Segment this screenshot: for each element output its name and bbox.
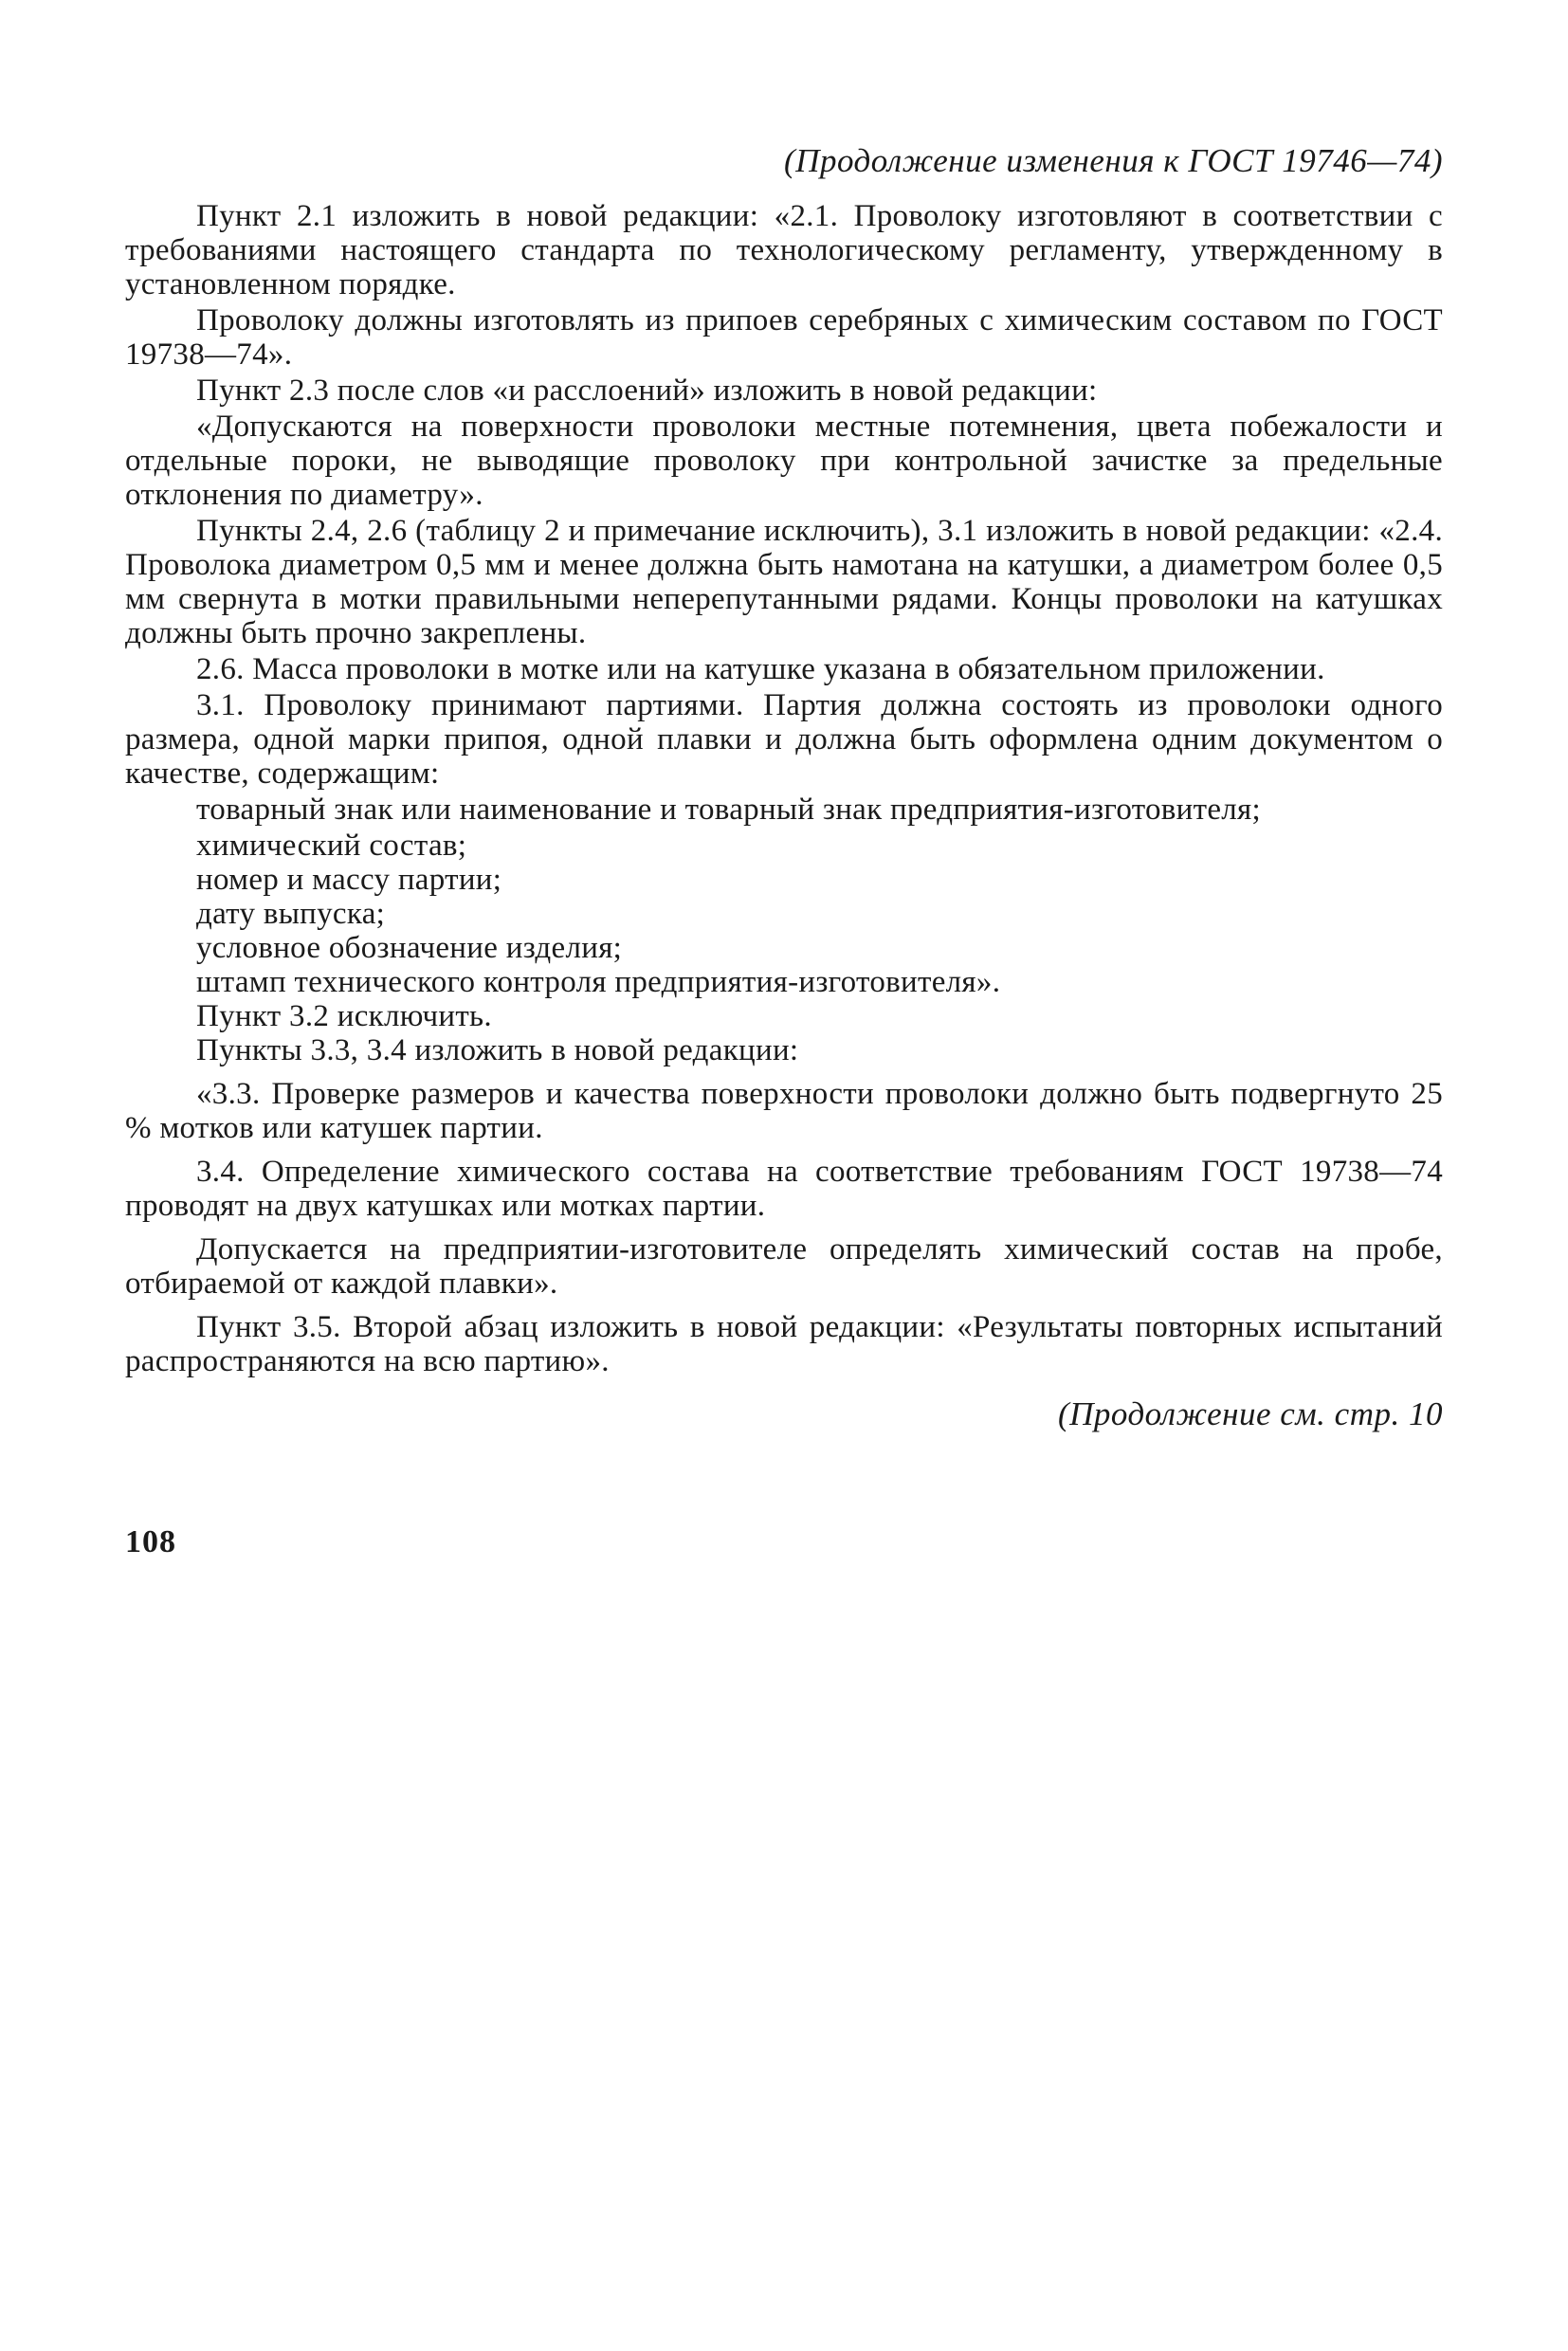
paragraph: «3.3. Проверке размеров и качества поверхности проволоки должно быть подвергнуто 25 % мотков или катушек партии. (125, 1077, 1443, 1145)
continuation-note: (Продолжение см. стр. 10 (1057, 1395, 1443, 1432)
paragraph: 3.1. Проволоку принимают партиями. Партия должна состоять из проволоки одного размера, одной марки припоя, одной плавки и должна быть оформлена одним документом о качестве, содержащим: (125, 688, 1443, 791)
list-item: химический состав; (196, 829, 467, 863)
paragraph: Пункт 2.1 изложить в новой редакции: «2.1. Проволоку изготовляют в соответствии с требованиями настоящего стандарта по технологическому регламенту, утвержденному в установленном порядке. (125, 199, 1443, 301)
paragraph: Пункт 3.5. Второй абзац изложить в новой редакции: «Результаты повторных испытаний распространяются на всю партию». (125, 1310, 1443, 1378)
paragraph: 3.4. Определение химического состава на соответствие требованиям ГОСТ 19738—74 проводят на двух катушках или мотках партии. (125, 1155, 1443, 1223)
list-item: условное обозначение изделия; (196, 931, 623, 965)
list-item: Пункты 3.3, 3.4 изложить в новой редакции: (196, 1033, 799, 1067)
paragraph: Проволоку должны изготовлять из припоев серебряных с химическим составом по ГОСТ 19738—74». (125, 303, 1443, 372)
page-header: (Продолжение изменения к ГОСТ 19746—74) (784, 142, 1443, 179)
paragraph: 2.6. Масса проволоки в мотке или на катушке указана в обязательном приложении. (196, 652, 1325, 686)
list-item: дату выпуска; (196, 897, 386, 931)
paragraph: «Допускаются на поверхности проволоки местные потемнения, цвета побежалости и отдельные пороки, не выводящие проволоку при контрольной зачистке за предельные отклонения по диаметру». (125, 410, 1443, 512)
list-item: номер и массу партии; (196, 863, 502, 897)
paragraph: Допускается на предприятии-изготовителе определять химический состав на пробе, отбираемой от каждой плавки». (125, 1232, 1443, 1301)
paragraph: Пункт 2.3 после слов «и расслоений» изложить в новой редакции: (196, 374, 1098, 408)
list-item: Пункт 3.2 исключить. (196, 999, 492, 1033)
list-item: товарный знак или наименование и товарный знак предприятия-изготовителя; (196, 793, 1262, 827)
document-page (125, 142, 1443, 1433)
paragraph: Пункты 2.4, 2.6 (таблицу 2 и примечание исключить), 3.1 изложить в новой редакции: «2.4. Проволока диаметром 0,5 мм и менее должна быть намотана на катушки, а диаметром более 0,5 мм свернута в мотки правильными неперепутанными рядами. Концы проволоки на катушках должны быть прочно закреплены. (125, 514, 1443, 650)
page-number: 108 (125, 1524, 176, 1559)
list-item: штамп технического контроля предприятия-изготовителя». (196, 965, 1001, 999)
